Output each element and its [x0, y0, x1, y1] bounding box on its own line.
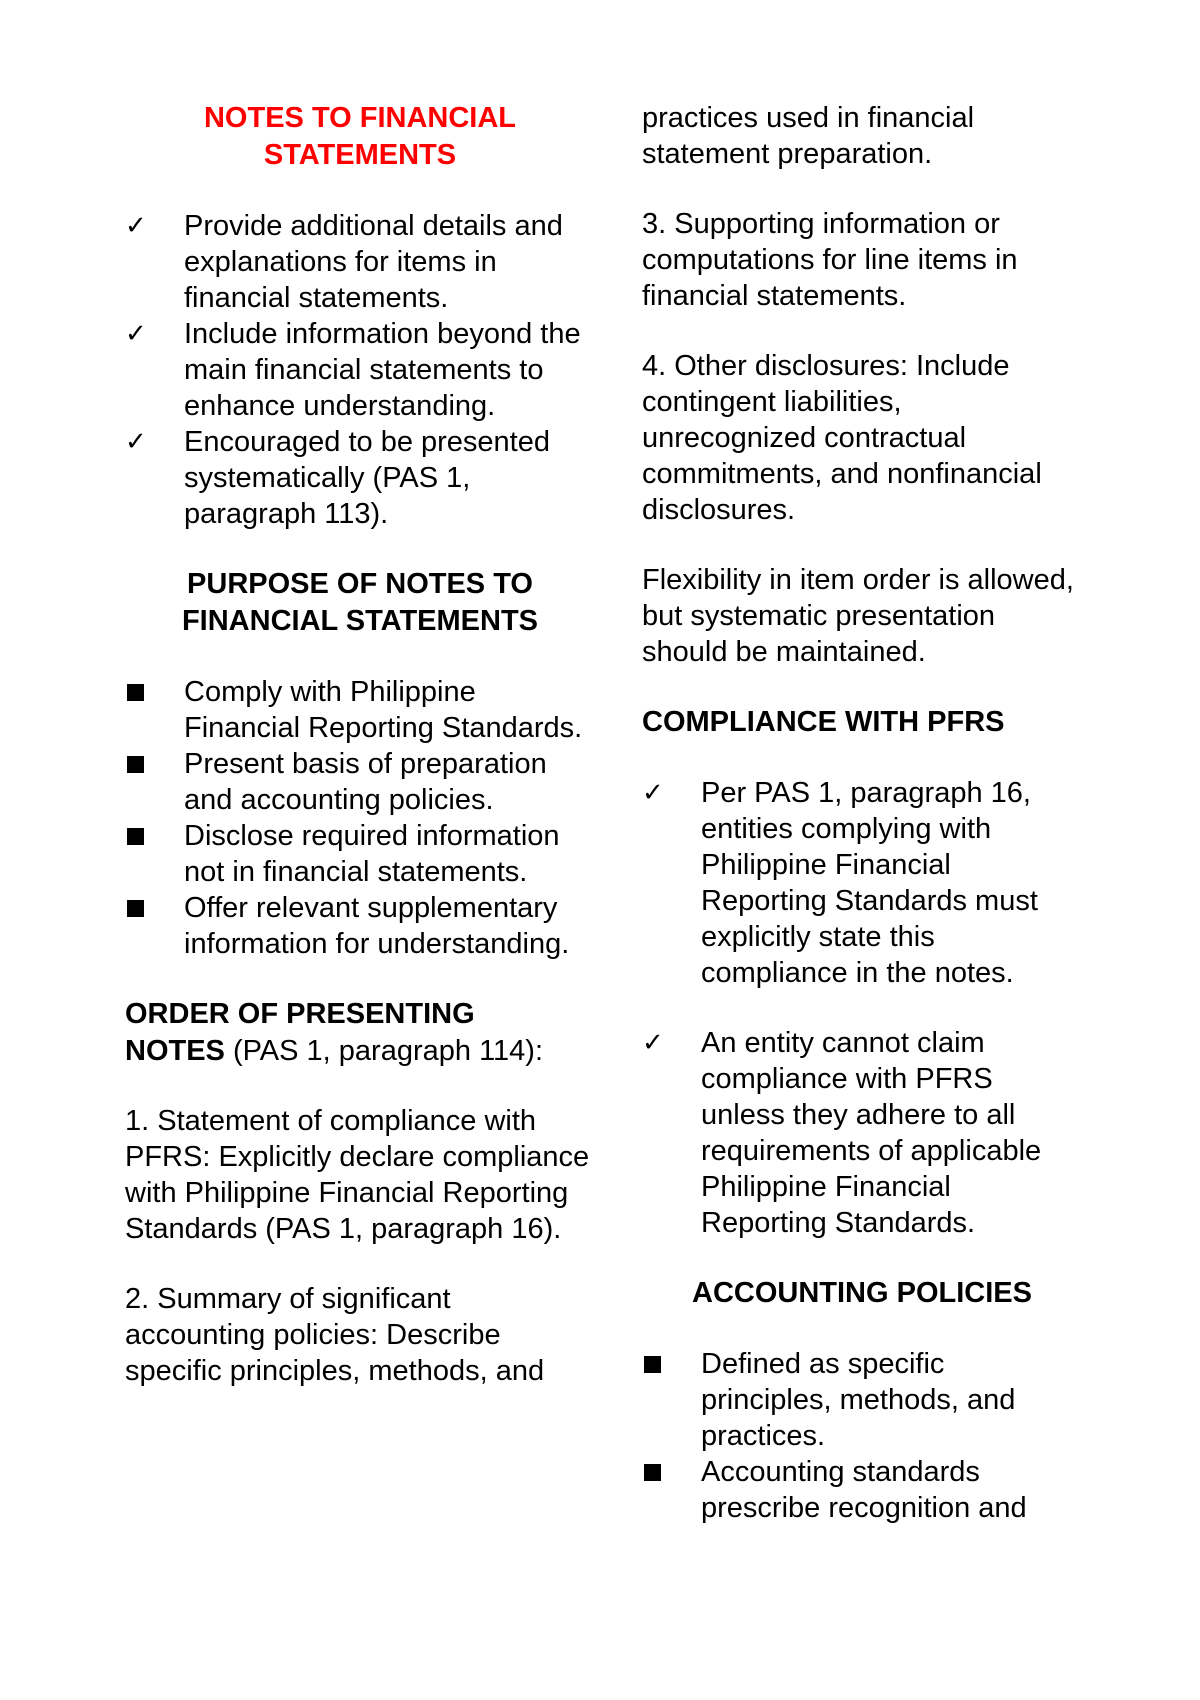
list-item: Offer relevant supplementary information for understanding.: [125, 890, 595, 962]
compliance-heading: COMPLIANCE WITH PFRS: [642, 706, 1005, 738]
intro-list: [125, 208, 595, 532]
order-item-3: 3. Supporting information or computations for line items in financial statements.: [642, 208, 1018, 312]
left-column: [125, 100, 595, 1389]
list-item: ✓ Encouraged to be presented systematically (PAS 1, paragraph 113).: [125, 426, 550, 530]
policies-list: [642, 1346, 1082, 1526]
compliance-list: [642, 775, 1082, 991]
list-item: Disclose required information not in financial statements.: [125, 818, 595, 890]
order-item-2-start: 2. Summary of significant accounting policies: Describe specific principles, methods, and: [125, 1283, 545, 1387]
list-item: ✓ Provide additional details and explanations for items in financial statements.: [125, 210, 563, 314]
check-icon: ✓: [642, 778, 664, 808]
square-bullet-icon: [127, 684, 144, 701]
list-item: Accounting standards prescribe recognition and: [642, 1454, 1082, 1526]
list-item: Defined as specific principles, methods, and practices.: [642, 1346, 1082, 1454]
check-icon: ✓: [642, 1028, 664, 1058]
square-bullet-icon: [127, 900, 144, 917]
check-icon: ✓: [125, 427, 147, 457]
list-item: ✓ Include information beyond the main financial statements to enhance understanding.: [125, 318, 581, 422]
document-title: [125, 100, 595, 174]
policies-heading: ACCOUNTING POLICIES: [692, 1277, 1032, 1309]
order-item-1: 1. Statement of compliance with PFRS: Explicitly declare compliance with Philippine Financial Reporting Standards (PAS 1, paragraph 16).: [125, 1105, 590, 1245]
check-icon: ✓: [125, 211, 147, 241]
order-item-4: 4. Other disclosures: Include contingent liabilities, unrecognized contractual commitments, and nonfinancial disclosures.: [642, 350, 1042, 526]
title-line-2: STATEMENTS: [263, 139, 457, 171]
title-line-1: NOTES TO FINANCIAL: [203, 102, 517, 134]
check-icon: ✓: [125, 319, 147, 349]
square-bullet-icon: [644, 1356, 661, 1373]
square-bullet-icon: [644, 1464, 661, 1481]
purpose-heading: PURPOSE OF NOTES TO FINANCIAL STATEMENTS: [181, 568, 539, 637]
list-item: Comply with Philippine Financial Reporting Standards.: [125, 674, 595, 746]
list-item: ✓ An entity cannot claim compliance with PFRS unless they adhere to all requirements of applicable Philippine Financial Reporting Standards.: [642, 1027, 1042, 1239]
compliance-list-2: [642, 1025, 1082, 1241]
purpose-list: [125, 674, 595, 962]
list-item: ✓ Per PAS 1, paragraph 16, entities complying with Philippine Financial Reporting Standards must explicitly state this compliance in the notes.: [642, 777, 1038, 989]
square-bullet-icon: [127, 756, 144, 773]
list-item: Present basis of preparation and accounting policies.: [125, 746, 595, 818]
square-bullet-icon: [127, 828, 144, 845]
order-item-2-end: practices used in financial statement preparation.: [642, 102, 975, 170]
right-column: [642, 100, 1082, 1526]
flexibility-note: Flexibility in item order is allowed, but systematic presentation should be maintained.: [642, 564, 1074, 668]
order-heading: ORDER OF PRESENTING NOTES (PAS 1, paragraph 114):: [125, 998, 544, 1067]
